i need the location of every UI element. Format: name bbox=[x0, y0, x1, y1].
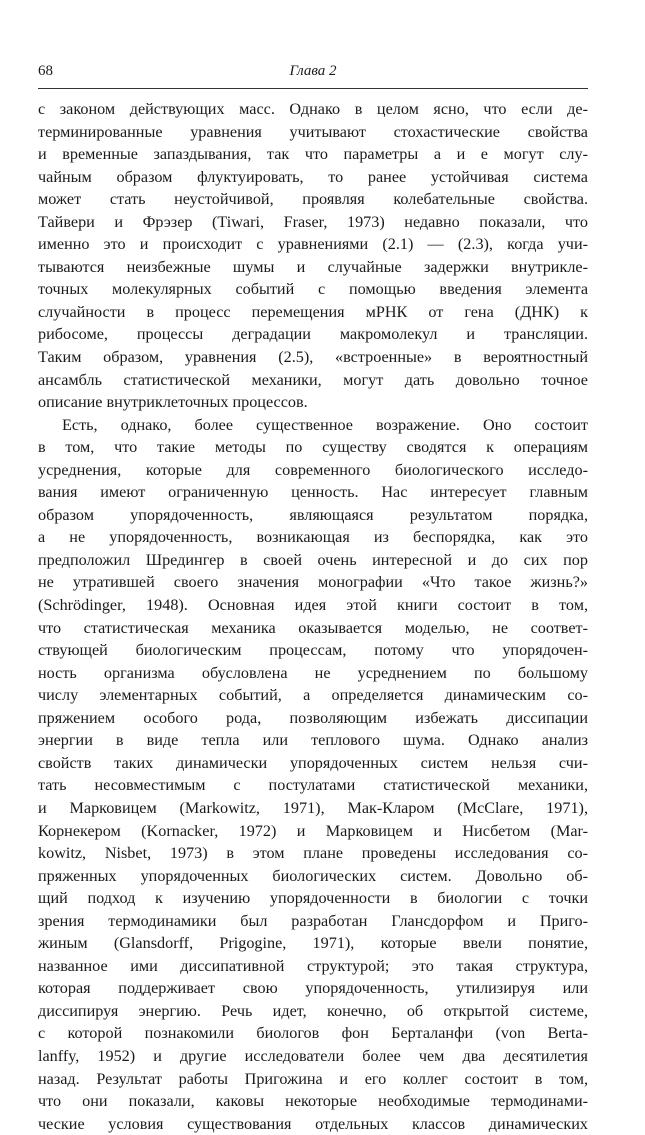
text-line: жиным (Glansdorff, Prigogine, 1971), которые ввели понятие, bbox=[38, 934, 588, 953]
text-line: может стать неустойчивой, проявляя колебательные свойства. bbox=[38, 190, 588, 209]
text-line: пряжением особого рода, позволяющим избежать диссипации bbox=[38, 708, 588, 727]
text-line: Таким образом, уравнения (2.5), «встроенные» в вероятностный bbox=[38, 348, 588, 367]
paragraph-first-line: Есть, однако, более существенное возражение. Оно состоит bbox=[62, 415, 588, 434]
text-line: тать несовместимым с постулатами статистической механики, bbox=[38, 776, 588, 795]
text-line: назад. Результат работы Пригожина и его коллег состоит в том, bbox=[38, 1069, 588, 1088]
text-line: а не упорядоченность, возникающая из беспорядка, как это bbox=[38, 528, 588, 547]
text-line: в том, что такие методы по существу сводятся к операциям bbox=[38, 438, 588, 457]
text-line: (Schrödinger, 1948). Основная идея этой книги состоит в том, bbox=[38, 596, 588, 615]
text-line: kowitz, Nisbet, 1973) в этом плане проведены исследования со- bbox=[38, 844, 588, 863]
text-line: терминированные уравнения учитывают стохастические свойства bbox=[38, 122, 588, 141]
text-line: вания имеют ограниченную ценность. Нас интересует главным bbox=[38, 483, 588, 502]
text-line: которая поддерживает свою упорядоченность, утилизируя или bbox=[38, 979, 588, 998]
paragraph-last-line: описание внутриклеточных процессов. bbox=[38, 393, 308, 412]
text-line: что они показали, каковы некоторые необходимые термодинами- bbox=[38, 1092, 588, 1111]
text-line: рибосоме, процессы деградации макромолекул и трансляции. bbox=[38, 325, 588, 344]
text-line: и временные запаздывания, так что параметры a и e могут слу- bbox=[38, 145, 588, 164]
text-line: что статистическая механика оказывается моделью, не соответ- bbox=[38, 618, 588, 637]
text-line: с законом действующих масс. Однако в целом ясно, что если де- bbox=[38, 100, 588, 118]
text-line: не утратившей своего значения монографии «Что такое жизнь?» bbox=[38, 573, 588, 592]
text-line: ствующей биологическим процессам, потому что упорядочен- bbox=[38, 641, 588, 660]
header-divider bbox=[38, 88, 588, 89]
chapter-title: Глава 2 bbox=[289, 63, 337, 79]
text-line: с которой познакомили биологов фон Берталанфи (von Berta- bbox=[38, 1024, 588, 1043]
text-line: чайным образом флуктуировать, то ранее устойчивая система bbox=[38, 167, 588, 186]
body-text bbox=[38, 98, 588, 1135]
text-line: ческие условия существования отдельных классов динамических bbox=[38, 1114, 588, 1133]
text-line: свойств таких динамически упорядоченных систем нельзя счи- bbox=[38, 753, 588, 772]
text-line: случайности в процесс перемещения мРНК от гена (ДНК) к bbox=[38, 302, 588, 321]
text-line: тываются неизбежные шумы и случайные задержки внутрикле- bbox=[38, 257, 588, 276]
text-line: усреднения, которые для современного биологического исследо- bbox=[38, 460, 588, 479]
text-line: Тайвери и Фрэзер (Tiwari, Fraser, 1973) недавно показали, что bbox=[38, 212, 588, 231]
text-line: и Марковицем (Markowitz, 1971), Мак-Кларом (McClare, 1971), bbox=[38, 798, 588, 817]
text-line: названное ими диссипативной структурой; это такая структура, bbox=[38, 956, 588, 975]
text-line: ансамбль статистической механики, могут дать довольно точное bbox=[38, 370, 588, 389]
text-line: именно это и происходит с уравнениями (2.1) — (2.3), когда учи- bbox=[38, 235, 588, 254]
text-line: пряженных упорядоченных биологических систем. Довольно об- bbox=[38, 866, 588, 885]
text-line: lanffy, 1952) и другие исследователи более чем два десятилетия bbox=[38, 1046, 588, 1065]
text-line: точных молекулярных событий с помощью введения элемента bbox=[38, 280, 588, 299]
text-line: числу элементарных событий, а определяется динамическим со- bbox=[38, 686, 588, 705]
text-line: Корнекером (Kornacker, 1972) и Марковицем и Нисбетом (Mar- bbox=[38, 821, 588, 840]
text-line: энергии в виде тепла или теплового шума. Однако анализ bbox=[38, 731, 588, 750]
running-header bbox=[38, 63, 588, 85]
page-number: 68 bbox=[38, 63, 53, 79]
text-line: зрения термодинамики был разработан Глансдорфом и Приго- bbox=[38, 911, 588, 930]
text-line: диссипируя энергию. Речь идет, конечно, об открытой системе, bbox=[38, 1001, 588, 1020]
text-line: предположил Шредингер в своей очень интересной и до сих пор bbox=[38, 550, 588, 569]
text-line: ность организма обусловлена не усреднением по большому bbox=[38, 663, 588, 682]
text-line: образом упорядоченность, являющаяся результатом порядка, bbox=[38, 505, 588, 524]
text-line: щий подход к изучению упорядоченности в биологии с точки bbox=[38, 889, 588, 908]
